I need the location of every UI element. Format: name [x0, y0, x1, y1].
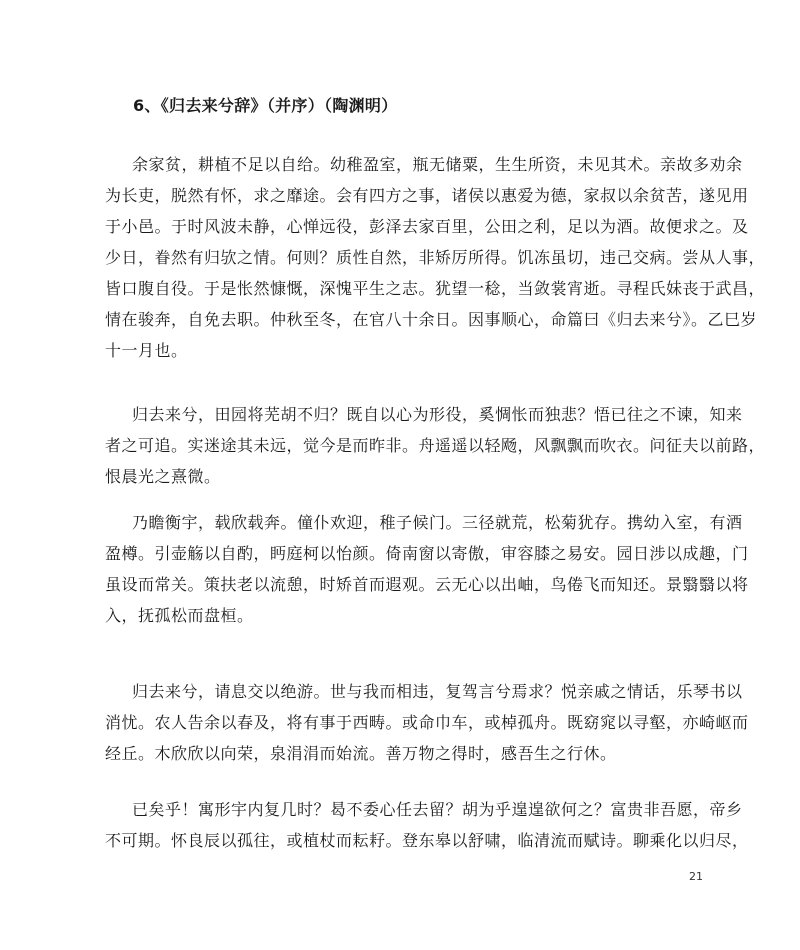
text-line: 为长吏，脱然有怀，求之靡途。会有四方之事，诸侯以惠爱为德，家叔以余贫苦，遂见用: [105, 186, 749, 205]
text-line: 入，抚孤松而盘桓。: [105, 606, 254, 625]
page-number: 21: [689, 870, 703, 883]
text-line: 已矣乎！寓形宇内复几时？曷不委心任去留？胡为乎遑遑欲何之？富贵非吾愿，帝乡: [132, 800, 743, 819]
text-line: 皆口腹自役。于是怅然慷慨，深愧平生之志。犹望一稔，当敛裳宵逝。寻程氏妹丧于武昌，: [105, 279, 766, 298]
text-line: 于小邑。于时风波未静，心惮远役，彭泽去家百里，公田之利，足以为酒。故便求之。及: [105, 217, 749, 236]
text-line: 者之可追。实迷途其未远，觉今是而昨非。舟遥遥以轻飏，风飘飘而吹衣。问征夫以前路，: [105, 436, 766, 455]
verse-paragraph-2: [105, 507, 749, 631]
text-line: 恨晨光之熹微。: [105, 467, 221, 486]
text-line: 不可期。怀良辰以孤往，或植杖而耘耔。登东皋以舒啸，临清流而赋诗。聊乘化以归尽，: [105, 831, 749, 850]
text-line: 乃瞻衡宇，载欣载奔。僮仆欢迎，稚子候门。三径就荒，松菊犹存。携幼入室，有酒: [132, 513, 743, 532]
verse-paragraph-3: [105, 676, 749, 769]
text-line: 余家贫，耕植不足以自给。幼稚盈室，瓶无储粟，生生所资，未见其术。亲故多劝余: [132, 155, 743, 174]
text-line: 情在骏奔，自免去职。仲秋至冬，在官八十余日。因事顺心，命篇曰《归去来兮》。乙巳岁: [105, 310, 758, 329]
text-line: 经丘。木欣欣以向荣，泉涓涓而始流。善万物之得时，感吾生之行休。: [105, 744, 617, 763]
text-line: 消忧。农人告余以春及，将有事于西畴。或命巾车，或棹孤舟。既窈窕以寻壑，亦崎岖而: [105, 713, 749, 732]
section-title: 6、《归去来兮辞》（并序）（陶渊明）: [133, 96, 398, 115]
text-line: 虽设而常关。策扶老以流憩，时矫首而遐观。云无心以出岫，鸟倦飞而知还。景翳翳以将: [105, 575, 749, 594]
text-line: 十一月也。: [105, 341, 188, 360]
text-line: 归去来兮，请息交以绝游。世与我而相违，复驾言兮焉求？悦亲戚之情话，乐琴书以: [132, 682, 743, 701]
text-line: 归去来兮，田园将芜胡不归？既自以心为形役，奚惆怅而独悲？悟已往之不谏，知来: [132, 405, 743, 424]
text-line: 少日，眷然有归欤之情。何则？质性自然，非矫厉所得。饥冻虽切，违己交病。尝从人事，: [105, 248, 766, 267]
verse-paragraph-1: [105, 399, 766, 492]
preface-paragraph: [105, 149, 766, 366]
text-line: 盈樽。引壶觞以自酌，眄庭柯以怡颜。倚南窗以寄傲，审容膝之易安。园日涉以成趣，门: [105, 544, 749, 563]
verse-paragraph-4: [105, 794, 749, 856]
